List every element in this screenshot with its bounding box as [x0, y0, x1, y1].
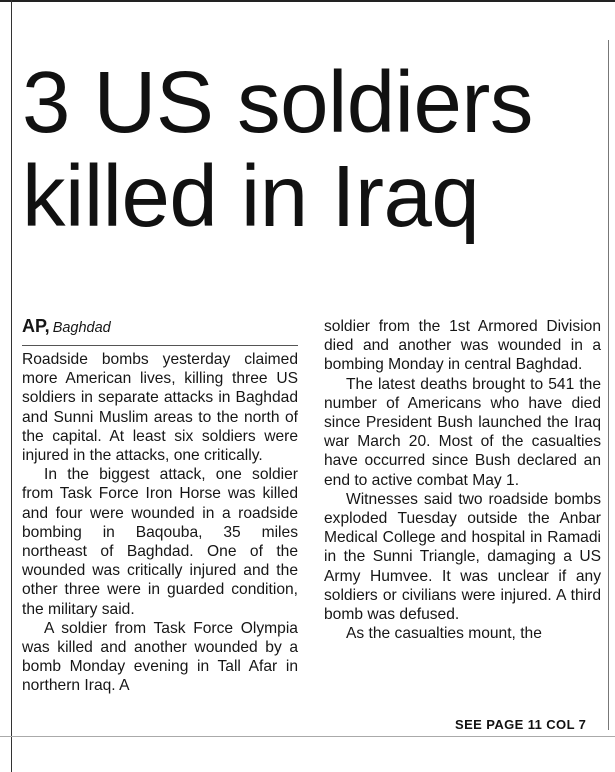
headline	[22, 56, 607, 244]
byline-place: Baghdad	[52, 320, 111, 336]
continuation-jump-line: SEE PAGE 11 COL 7	[455, 717, 587, 732]
paragraph: As the casualties mount, the	[346, 625, 542, 643]
headline-line-2: killed in Iraq	[22, 148, 480, 245]
left-border-rule	[11, 0, 12, 772]
paragraph: Witnesses said two roadside bombs exploded Tuesday outside the Anbar Medical College and hospital in Ramadi in the Sunni Triangle, damaging a US Army Humvee. It was unclear if any soldiers or civilians were injured. A third bomb was defused.	[324, 490, 601, 624]
article-column-right	[324, 317, 601, 643]
byline-rule	[22, 345, 298, 346]
bottom-border-rule	[0, 736, 615, 737]
right-column-rule	[608, 40, 609, 730]
paragraph: In the biggest attack, one soldier from Task Force Iron Horse was killed and four were wounded in a roadside bombing in Baqouba, 35 miles northeast of Baghdad. One of the wounded was critically injured and the other three were in guarded condition, the military said.	[22, 466, 298, 618]
article-column-left	[22, 317, 298, 696]
byline-source: AP,	[22, 316, 50, 336]
top-border-rule	[0, 0, 615, 2]
paragraph: Roadside bombs yesterday claimed more American lives, killing three US soldiers in separate attacks in Baghdad and Sunni Muslim areas to the north of the capital. At least six soldiers were injured in the attacks, one critically.	[22, 351, 298, 465]
paragraph: The latest deaths brought to 541 the number of Americans who have died since President Bush launched the Iraq war March 20. Most of the casualties have occurred since Bush declared an end to active combat May 1.	[324, 375, 601, 489]
byline	[22, 317, 298, 350]
paragraph: soldier from the 1st Armored Division died and another was wounded in a bombing Monday in central Baghdad.	[324, 318, 601, 374]
headline-line-1: 3 US soldiers	[22, 54, 533, 151]
paragraph: A soldier from Task Force Olympia was killed and another wounded by a bomb Monday evening in Tall Afar in northern Iraq. A	[22, 619, 298, 695]
